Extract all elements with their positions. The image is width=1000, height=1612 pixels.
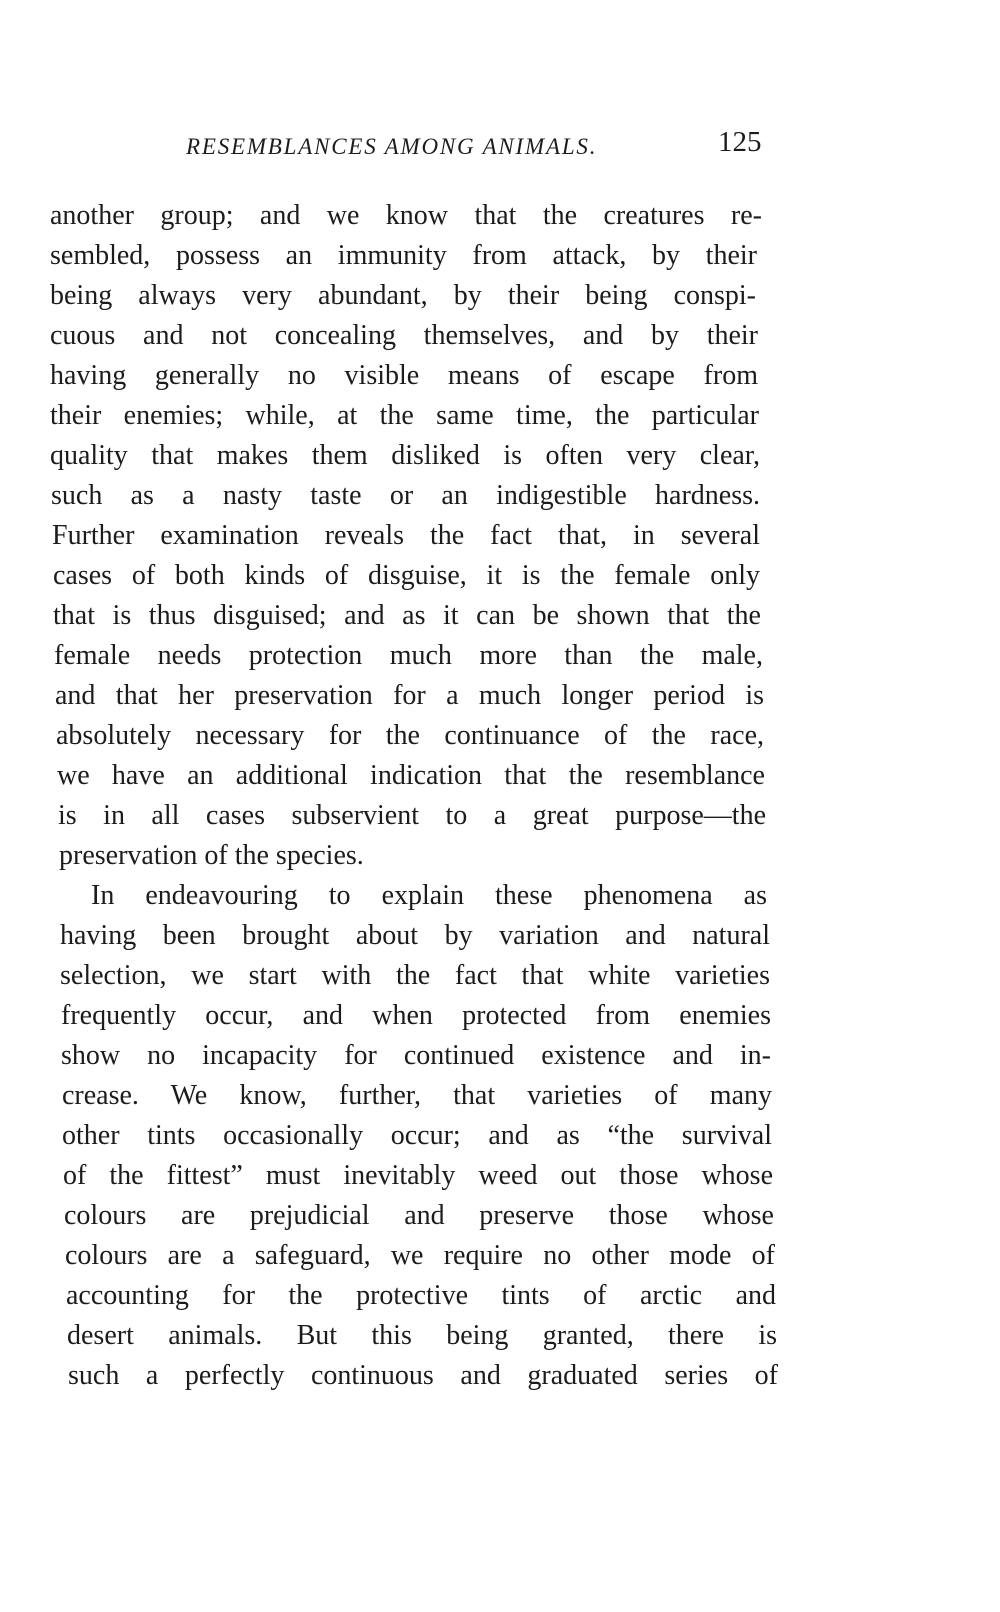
text-line: Further examination reveals the fact that, in several xyxy=(52,520,760,551)
text-line: their enemies; while, at the same time, the particular xyxy=(50,400,759,431)
text-line: having been brought about by variation and natural xyxy=(60,920,770,951)
text-line: quality that makes them disliked is often very clear, xyxy=(50,440,760,471)
text-line: preservation of the species. xyxy=(59,840,364,871)
text-line: another group; and we know that the creatures re- xyxy=(50,200,762,231)
text-line: In endeavouring to explain these phenomena as xyxy=(91,880,767,911)
text-line: accounting for the protective tints of arctic and xyxy=(66,1280,776,1311)
text-line: desert animals. But this being granted, there is xyxy=(67,1320,777,1351)
page-number: 125 xyxy=(718,126,762,158)
text-line: cuous and not concealing themselves, and by their xyxy=(50,320,758,351)
text-line: we have an additional indication that the resemblance xyxy=(57,760,765,791)
text-line: frequently occur, and when protected from enemies xyxy=(61,1000,771,1031)
text-line: cases of both kinds of disguise, it is the female only xyxy=(53,560,760,591)
text-line: that is thus disguised; and as it can be shown that the xyxy=(53,600,761,631)
text-line: other tints occasionally occur; and as “the survival xyxy=(62,1120,772,1151)
running-head xyxy=(0,126,1000,166)
text-line: being always very abundant, by their being conspi- xyxy=(50,280,756,311)
text-line: selection, we start with the fact that white varieties xyxy=(60,960,770,991)
text-line: crease. We know, further, that varieties of many xyxy=(62,1080,772,1111)
text-line: colours are a safeguard, we require no other mode of xyxy=(65,1240,775,1271)
text-line: such as a nasty taste or an indigestible hardness. xyxy=(51,480,760,511)
text-line: is in all cases subservient to a great purpose—the xyxy=(58,800,766,831)
text-line: of the fittest” must inevitably weed out those whose xyxy=(63,1160,773,1191)
running-title: RESEMBLANCES AMONG ANIMALS. xyxy=(186,134,598,159)
text-line: show no incapacity for continued existence and in- xyxy=(61,1040,771,1071)
text-line: such a perfectly continuous and graduated series of xyxy=(68,1360,778,1391)
text-line: sembled, possess an immunity from attack, by their xyxy=(50,240,757,271)
text-line: colours are prejudicial and preserve those whose xyxy=(64,1200,774,1231)
text-line: having generally no visible means of escape from xyxy=(50,360,758,391)
text-line: absolutely necessary for the continuance of the race, xyxy=(56,720,764,751)
text-line: female needs protection much more than the male, xyxy=(54,640,763,671)
text-line: and that her preservation for a much longer period is xyxy=(55,680,764,711)
